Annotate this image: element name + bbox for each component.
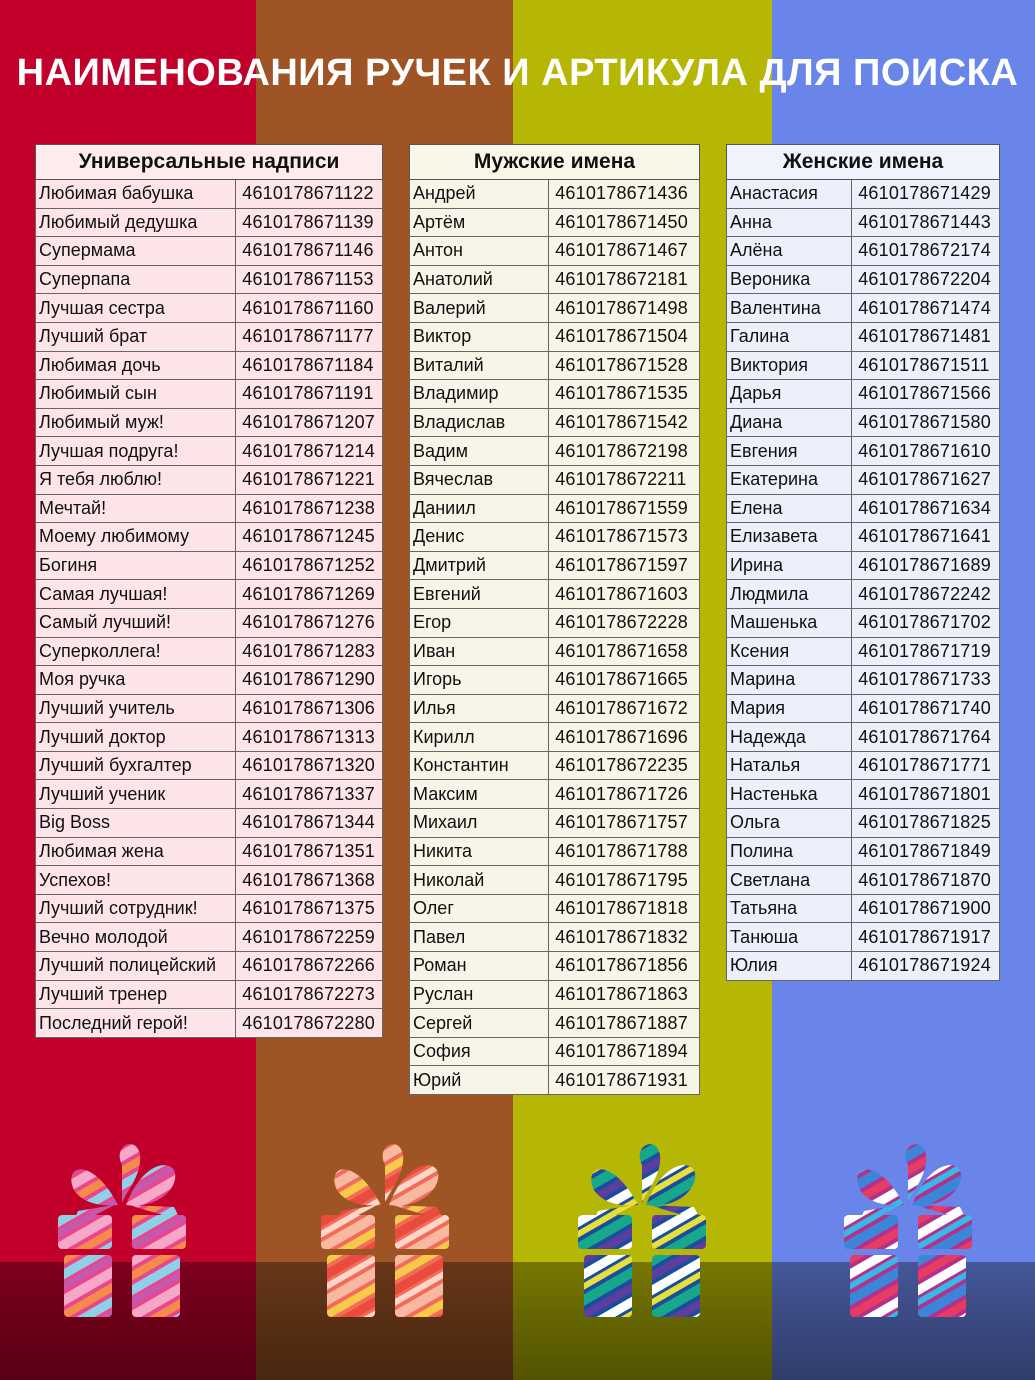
table-row — [410, 666, 700, 695]
row-name: Елена — [727, 494, 852, 523]
row-name: Машенька — [727, 608, 852, 637]
row-name: Людмила — [727, 580, 852, 609]
row-name: Big Boss — [36, 809, 236, 838]
row-article-code: 4610178671849 — [852, 837, 1000, 866]
row-name: Самая лучшая! — [36, 580, 236, 609]
row-name: Марина — [727, 666, 852, 695]
row-article-code: 4610178671870 — [852, 866, 1000, 895]
row-article-code: 4610178671641 — [852, 523, 1000, 552]
table-row — [410, 551, 700, 580]
gift-icon — [315, 1135, 455, 1320]
row-article-code: 4610178671917 — [852, 923, 1000, 952]
row-article-code: 4610178671320 — [236, 751, 383, 780]
row-article-code: 4610178671719 — [852, 637, 1000, 666]
table-row — [410, 780, 700, 809]
table-row — [36, 408, 383, 437]
row-name: Вероника — [727, 265, 852, 294]
row-article-code: 4610178671658 — [549, 637, 700, 666]
table-row — [727, 465, 1000, 494]
table-row — [36, 780, 383, 809]
row-article-code: 4610178672228 — [549, 608, 700, 637]
table-male-names — [409, 144, 700, 1095]
row-article-code: 4610178671771 — [852, 751, 1000, 780]
table-row — [36, 894, 383, 923]
gift-icon — [52, 1135, 192, 1320]
row-article-code: 4610178671818 — [549, 894, 700, 923]
table-row — [727, 180, 1000, 209]
table-row — [36, 380, 383, 409]
row-name: Вячеслав — [410, 465, 549, 494]
row-article-code: 4610178671238 — [236, 494, 383, 523]
table-row — [727, 580, 1000, 609]
row-name: Евгения — [727, 437, 852, 466]
row-name: Настенька — [727, 780, 852, 809]
row-name: Елизавета — [727, 523, 852, 552]
row-name: Николай — [410, 866, 549, 895]
table-header: Мужские имена — [410, 145, 700, 180]
row-article-code: 4610178671207 — [236, 408, 383, 437]
row-name: Светлана — [727, 866, 852, 895]
row-article-code: 4610178671764 — [852, 723, 1000, 752]
table-row — [727, 380, 1000, 409]
row-article-code: 4610178672280 — [236, 1009, 383, 1038]
table-row — [727, 866, 1000, 895]
row-name: Лучшая подруга! — [36, 437, 236, 466]
table-row — [36, 351, 383, 380]
row-article-code: 4610178671221 — [236, 465, 383, 494]
row-name: Лучший бухгалтер — [36, 751, 236, 780]
row-name: Диана — [727, 408, 852, 437]
table-row — [727, 780, 1000, 809]
row-article-code: 4610178671795 — [549, 866, 700, 895]
row-article-code: 4610178672198 — [549, 437, 700, 466]
table-row — [727, 923, 1000, 952]
table-row — [727, 408, 1000, 437]
gift-icon — [838, 1135, 978, 1320]
row-article-code: 4610178671214 — [236, 437, 383, 466]
table-row — [36, 494, 383, 523]
table-row — [410, 294, 700, 323]
row-name: Илья — [410, 694, 549, 723]
row-article-code: 4610178671740 — [852, 694, 1000, 723]
row-article-code: 4610178671511 — [852, 351, 1000, 380]
table-row — [36, 866, 383, 895]
row-name: Лучший доктор — [36, 723, 236, 752]
row-article-code: 4610178671504 — [549, 322, 700, 351]
row-article-code: 4610178671436 — [549, 180, 700, 209]
row-name: Лучший ученик — [36, 780, 236, 809]
row-article-code: 4610178671122 — [236, 180, 383, 209]
table-row — [727, 952, 1000, 981]
table-row — [410, 465, 700, 494]
row-article-code: 4610178671573 — [549, 523, 700, 552]
row-article-code: 4610178672174 — [852, 237, 1000, 266]
table-row — [727, 809, 1000, 838]
table-row — [410, 580, 700, 609]
row-name: Лучший полицейский — [36, 952, 236, 981]
row-article-code: 4610178671887 — [549, 1009, 700, 1038]
row-name: Даниил — [410, 494, 549, 523]
table-row — [36, 751, 383, 780]
row-name: Анатолий — [410, 265, 549, 294]
table-row — [410, 1037, 700, 1066]
row-name: Моему любимому — [36, 523, 236, 552]
row-article-code: 4610178671153 — [236, 265, 383, 294]
table-row — [36, 437, 383, 466]
row-name: Самый лучший! — [36, 608, 236, 637]
row-article-code: 4610178671368 — [236, 866, 383, 895]
row-name: Лучший сотрудник! — [36, 894, 236, 923]
table-row — [410, 380, 700, 409]
table-row — [727, 523, 1000, 552]
row-name: Богиня — [36, 551, 236, 580]
row-name: Екатерина — [727, 465, 852, 494]
table-row — [410, 751, 700, 780]
table-row — [410, 437, 700, 466]
row-name: Вечно молодой — [36, 923, 236, 952]
row-name: Суперколлега! — [36, 637, 236, 666]
table-row — [36, 523, 383, 552]
row-name: Супермама — [36, 237, 236, 266]
table-row — [410, 809, 700, 838]
row-article-code: 4610178671429 — [852, 180, 1000, 209]
row-article-code: 4610178671245 — [236, 523, 383, 552]
row-name: Любимая дочь — [36, 351, 236, 380]
table-row — [410, 894, 700, 923]
table-row — [36, 837, 383, 866]
table-row — [410, 494, 700, 523]
table-row — [727, 723, 1000, 752]
table-row — [410, 408, 700, 437]
table-row — [36, 694, 383, 723]
table-row — [727, 694, 1000, 723]
table-row — [410, 322, 700, 351]
table-row — [36, 265, 383, 294]
table-row — [36, 208, 383, 237]
row-article-code: 4610178671610 — [852, 437, 1000, 466]
table-row — [36, 608, 383, 637]
row-article-code: 4610178671177 — [236, 322, 383, 351]
row-article-code: 4610178671139 — [236, 208, 383, 237]
row-name: Любимая жена — [36, 837, 236, 866]
row-article-code: 4610178671184 — [236, 351, 383, 380]
row-article-code: 4610178672273 — [236, 980, 383, 1009]
row-article-code: 4610178672181 — [549, 265, 700, 294]
row-name: Алёна — [727, 237, 852, 266]
row-name: Лучший учитель — [36, 694, 236, 723]
row-name: Константин — [410, 751, 549, 780]
row-name: Полина — [727, 837, 852, 866]
row-name: Антон — [410, 237, 549, 266]
row-article-code: 4610178672204 — [852, 265, 1000, 294]
table-row — [36, 580, 383, 609]
row-article-code: 4610178671580 — [852, 408, 1000, 437]
row-name: Ольга — [727, 809, 852, 838]
row-article-code: 4610178671269 — [236, 580, 383, 609]
table-row — [410, 1009, 700, 1038]
table-row — [727, 265, 1000, 294]
table-row — [727, 322, 1000, 351]
row-name: Любимый дедушка — [36, 208, 236, 237]
table-row — [36, 294, 383, 323]
row-name: Ксения — [727, 637, 852, 666]
row-article-code: 4610178672211 — [549, 465, 700, 494]
table-row — [410, 694, 700, 723]
table-universal — [35, 144, 383, 1038]
row-name: София — [410, 1037, 549, 1066]
table-row — [410, 351, 700, 380]
row-article-code: 4610178671672 — [549, 694, 700, 723]
row-article-code: 4610178671528 — [549, 351, 700, 380]
table-row — [36, 465, 383, 494]
row-name: Юрий — [410, 1066, 549, 1095]
row-name: Анна — [727, 208, 852, 237]
table-row — [727, 494, 1000, 523]
table-row — [727, 894, 1000, 923]
table-row — [36, 809, 383, 838]
row-name: Любимый муж! — [36, 408, 236, 437]
table-row — [727, 294, 1000, 323]
row-name: Михаил — [410, 809, 549, 838]
row-article-code: 4610178671559 — [549, 494, 700, 523]
row-article-code: 4610178671788 — [549, 837, 700, 866]
table-header: Женские имена — [727, 145, 1000, 180]
row-article-code: 4610178672235 — [549, 751, 700, 780]
row-name: Андрей — [410, 180, 549, 209]
table-row — [36, 637, 383, 666]
row-name: Успехов! — [36, 866, 236, 895]
row-article-code: 4610178671856 — [549, 952, 700, 981]
row-name: Егор — [410, 608, 549, 637]
row-name: Олег — [410, 894, 549, 923]
row-article-code: 4610178671931 — [549, 1066, 700, 1095]
row-name: Лучший тренер — [36, 980, 236, 1009]
row-article-code: 4610178671375 — [236, 894, 383, 923]
row-name: Руслан — [410, 980, 549, 1009]
row-article-code: 4610178671160 — [236, 294, 383, 323]
row-article-code: 4610178671702 — [852, 608, 1000, 637]
row-article-code: 4610178671306 — [236, 694, 383, 723]
row-name: Суперпапа — [36, 265, 236, 294]
row-name: Лучший брат — [36, 322, 236, 351]
table-row — [36, 980, 383, 1009]
row-article-code: 4610178671634 — [852, 494, 1000, 523]
table-row — [410, 866, 700, 895]
table-row — [36, 180, 383, 209]
row-name: Вадим — [410, 437, 549, 466]
row-name: Артём — [410, 208, 549, 237]
row-article-code: 4610178671863 — [549, 980, 700, 1009]
row-name: Галина — [727, 322, 852, 351]
table-row — [410, 837, 700, 866]
row-article-code: 4610178671597 — [549, 551, 700, 580]
row-name: Я тебя люблю! — [36, 465, 236, 494]
row-article-code: 4610178671337 — [236, 780, 383, 809]
row-name: Лучшая сестра — [36, 294, 236, 323]
row-name: Владислав — [410, 408, 549, 437]
row-name: Виктор — [410, 322, 549, 351]
row-name: Мария — [727, 694, 852, 723]
row-article-code: 4610178671924 — [852, 952, 1000, 981]
row-article-code: 4610178671689 — [852, 551, 1000, 580]
row-name: Любимый сын — [36, 380, 236, 409]
row-article-code: 4610178671603 — [549, 580, 700, 609]
table-row — [410, 923, 700, 952]
row-name: Валерий — [410, 294, 549, 323]
row-name: Дмитрий — [410, 551, 549, 580]
table-row — [36, 952, 383, 981]
gift-icon — [572, 1135, 712, 1320]
row-article-code: 4610178671696 — [549, 723, 700, 752]
row-name: Надежда — [727, 723, 852, 752]
table-row — [410, 265, 700, 294]
row-article-code: 4610178671825 — [852, 809, 1000, 838]
table-row — [410, 208, 700, 237]
table-row — [36, 237, 383, 266]
row-name: Сергей — [410, 1009, 549, 1038]
table-row — [410, 608, 700, 637]
row-name: Последний герой! — [36, 1009, 236, 1038]
table-row — [727, 237, 1000, 266]
row-article-code: 4610178671450 — [549, 208, 700, 237]
row-name: Валентина — [727, 294, 852, 323]
row-article-code: 4610178671146 — [236, 237, 383, 266]
row-name: Дарья — [727, 380, 852, 409]
row-name: Моя ручка — [36, 666, 236, 695]
row-article-code: 4610178671252 — [236, 551, 383, 580]
row-article-code: 4610178671757 — [549, 809, 700, 838]
table-row — [410, 523, 700, 552]
row-article-code: 4610178671894 — [549, 1037, 700, 1066]
row-article-code: 4610178671498 — [549, 294, 700, 323]
table-row — [36, 923, 383, 952]
table-row — [727, 751, 1000, 780]
table-row — [36, 1009, 383, 1038]
row-name: Анастасия — [727, 180, 852, 209]
row-name: Роман — [410, 952, 549, 981]
row-article-code: 4610178671627 — [852, 465, 1000, 494]
row-name: Любимая бабушка — [36, 180, 236, 209]
row-name: Максим — [410, 780, 549, 809]
row-name: Иван — [410, 637, 549, 666]
row-name: Ирина — [727, 551, 852, 580]
row-article-code: 4610178671276 — [236, 608, 383, 637]
table-row — [727, 437, 1000, 466]
row-article-code: 4610178671481 — [852, 322, 1000, 351]
row-name: Кирилл — [410, 723, 549, 752]
row-article-code: 4610178671344 — [236, 809, 383, 838]
row-article-code: 4610178671733 — [852, 666, 1000, 695]
table-row — [727, 837, 1000, 866]
row-article-code: 4610178671535 — [549, 380, 700, 409]
row-article-code: 4610178671283 — [236, 637, 383, 666]
table-row — [410, 1066, 700, 1095]
row-name: Никита — [410, 837, 549, 866]
row-name: Наталья — [727, 751, 852, 780]
table-female-names — [726, 144, 1000, 981]
table-row — [727, 637, 1000, 666]
page-title: НАИМЕНОВАНИЯ РУЧЕК И АРТИКУЛА ДЛЯ ПОИСКА — [16, 52, 1019, 94]
table-row — [36, 551, 383, 580]
row-article-code: 4610178671290 — [236, 666, 383, 695]
row-article-code: 4610178672259 — [236, 923, 383, 952]
table-row — [727, 608, 1000, 637]
row-article-code: 4610178671900 — [852, 894, 1000, 923]
row-article-code: 4610178671832 — [549, 923, 700, 952]
table-row — [727, 208, 1000, 237]
row-article-code: 4610178671665 — [549, 666, 700, 695]
row-name: Денис — [410, 523, 549, 552]
row-name: Павел — [410, 923, 549, 952]
table-row — [727, 666, 1000, 695]
row-article-code: 4610178672242 — [852, 580, 1000, 609]
table-row — [727, 351, 1000, 380]
row-name: Юлия — [727, 952, 852, 981]
row-article-code: 4610178672266 — [236, 952, 383, 981]
row-article-code: 4610178671313 — [236, 723, 383, 752]
row-article-code: 4610178671566 — [852, 380, 1000, 409]
row-article-code: 4610178671726 — [549, 780, 700, 809]
table-row — [36, 666, 383, 695]
table-row — [727, 551, 1000, 580]
row-name: Игорь — [410, 666, 549, 695]
row-name: Евгений — [410, 580, 549, 609]
row-name: Виктория — [727, 351, 852, 380]
table-row — [410, 980, 700, 1009]
table-row — [410, 637, 700, 666]
row-name: Татьяна — [727, 894, 852, 923]
row-article-code: 4610178671351 — [236, 837, 383, 866]
row-article-code: 4610178671191 — [236, 380, 383, 409]
row-name: Виталий — [410, 351, 549, 380]
table-header: Универсальные надписи — [36, 145, 383, 180]
table-row — [410, 952, 700, 981]
row-article-code: 4610178671443 — [852, 208, 1000, 237]
row-article-code: 4610178671467 — [549, 237, 700, 266]
row-article-code: 4610178671474 — [852, 294, 1000, 323]
table-row — [410, 237, 700, 266]
table-row — [36, 322, 383, 351]
row-name: Владимир — [410, 380, 549, 409]
row-name: Мечтай! — [36, 494, 236, 523]
row-article-code: 4610178671542 — [549, 408, 700, 437]
table-row — [410, 723, 700, 752]
table-row — [36, 723, 383, 752]
row-name: Танюша — [727, 923, 852, 952]
table-row — [410, 180, 700, 209]
row-article-code: 4610178671801 — [852, 780, 1000, 809]
